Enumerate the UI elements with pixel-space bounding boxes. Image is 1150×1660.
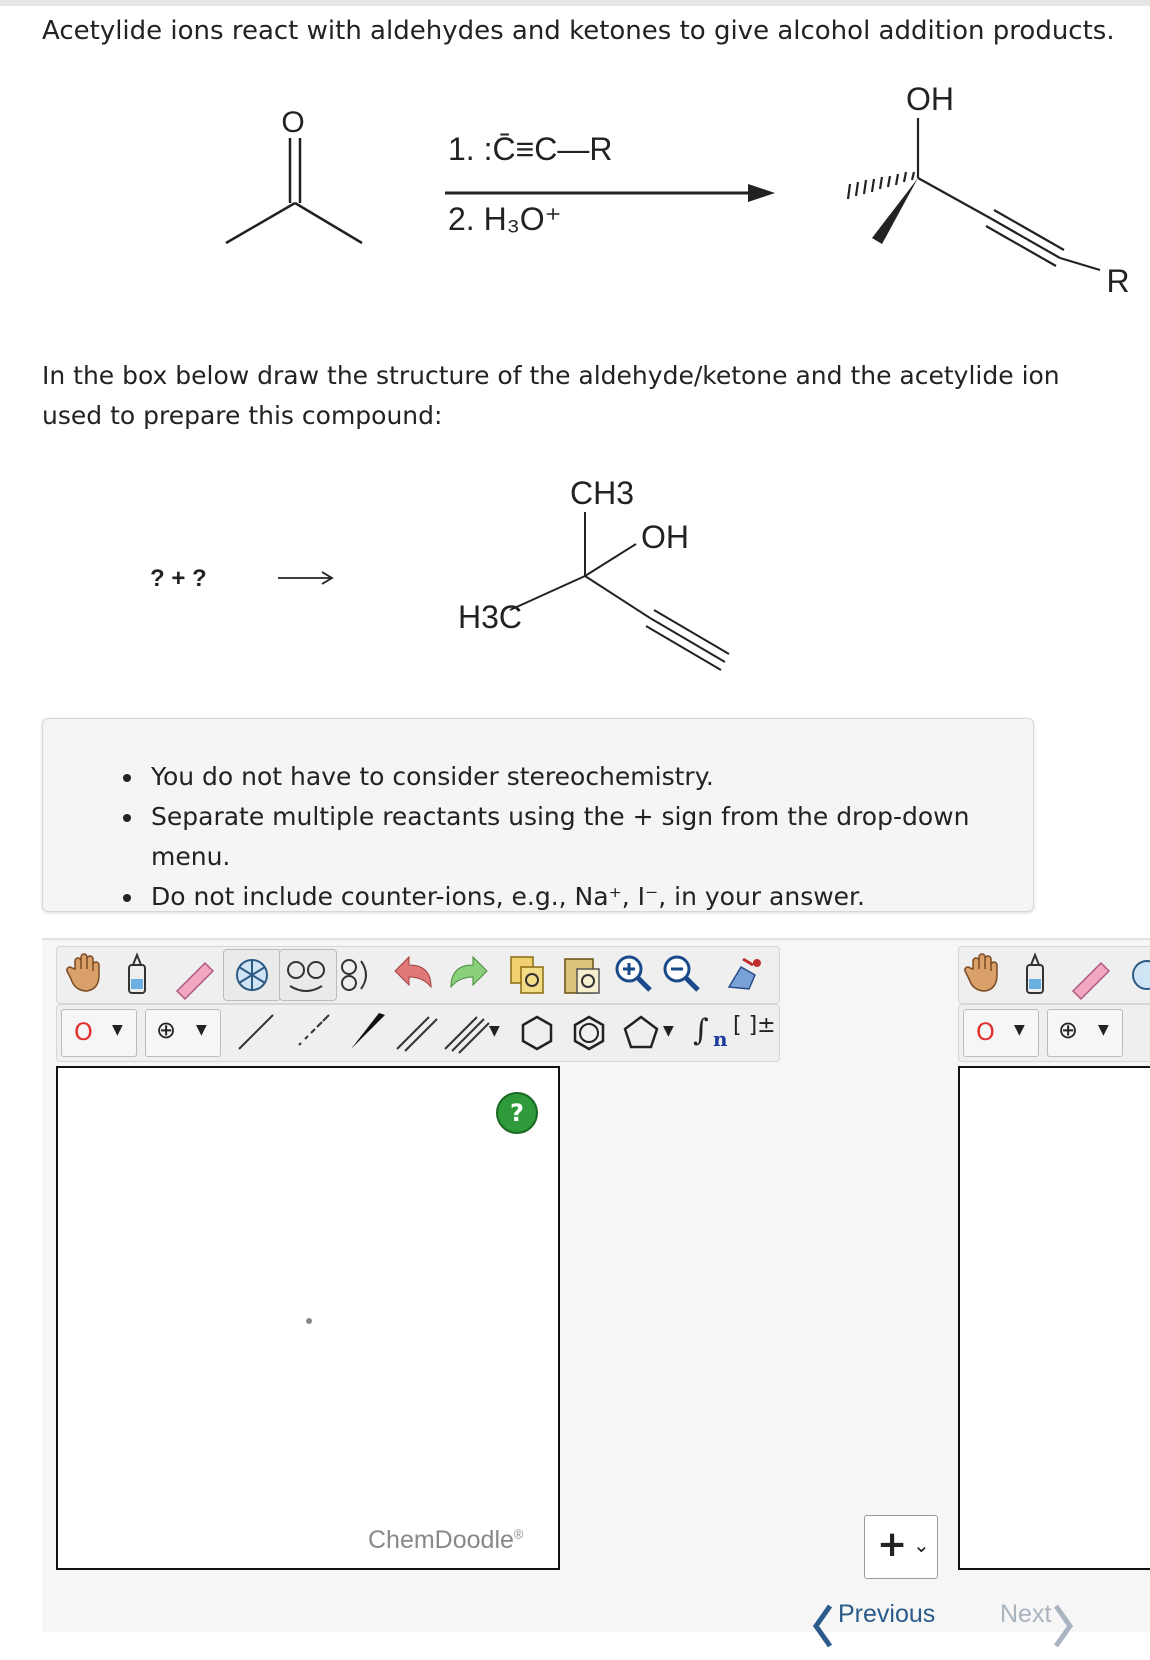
atom-label: O (74, 1018, 93, 1046)
single-bond-icon[interactable] (227, 1005, 287, 1061)
toolbar-row-2-right (958, 1004, 1150, 1062)
bond-caret-down-icon[interactable]: ▼ (489, 1023, 500, 1039)
eraser-icon[interactable] (169, 947, 219, 1003)
next-button[interactable]: Next (1000, 1600, 1052, 1628)
next-chevron-icon[interactable] (1054, 1604, 1074, 1648)
unknown-reactants: ? + ? (150, 565, 207, 592)
charge-plus-icon: ⊕ (156, 1016, 177, 1044)
previous-chevron-icon[interactable] (812, 1604, 832, 1648)
chain-tool-icon[interactable] (333, 947, 377, 1003)
toolbar-row-1-right (958, 946, 1150, 1004)
toolbar-row-1 (56, 946, 780, 1004)
acetone-structure (226, 138, 362, 243)
question-prompt: In the box below draw the structure of the aldehyde/ketone and the acetylide ion used to prepare this compound: (42, 361, 1060, 430)
sgroup-button[interactable] (689, 1007, 735, 1057)
cyclopentane-icon[interactable] (613, 1005, 669, 1061)
lasso-select-icon[interactable] (1013, 947, 1057, 1003)
chevron-down-icon: ⌄ (913, 1533, 930, 1557)
target-h3c: H3C (458, 599, 523, 635)
reaction-scheme (0, 60, 1150, 320)
chemdoodle-logo: ChemDoodle® (368, 1526, 524, 1554)
hand-pan-icon[interactable] (961, 947, 1005, 1003)
double-bond-icon[interactable] (387, 1005, 443, 1061)
clean-structure-icon[interactable] (719, 947, 769, 1003)
carbonyl-oxygen: O (281, 106, 305, 139)
lasso-select-icon[interactable] (115, 947, 159, 1003)
product-r-group: R (1106, 263, 1130, 299)
instructions-box (42, 718, 1034, 912)
previous-button[interactable]: Previous (838, 1600, 936, 1628)
reactant-separator-dropdown[interactable] (864, 1515, 938, 1579)
atom-dropdown[interactable] (963, 1009, 1039, 1057)
reagent-step-1: 1. :C̄≡C—R (448, 131, 613, 167)
target-oh: OH (641, 519, 689, 555)
toolbar-row-2 (56, 1004, 780, 1062)
ring-template-icon[interactable] (1119, 947, 1150, 1003)
zoom-out-icon[interactable] (657, 947, 707, 1003)
charge-dropdown[interactable] (145, 1009, 221, 1057)
template-chain-button[interactable] (279, 949, 337, 1001)
charge-plus-icon: ⊕ (1058, 1016, 1079, 1044)
reaction-arrow-head (748, 184, 775, 202)
product-structure (848, 118, 1100, 270)
redo-icon[interactable] (443, 947, 493, 1003)
instruction-item: • Do not include counter-ions, e.g., Na⁺, I⁻, in your answer. (145, 877, 1033, 917)
eraser-icon[interactable] (1065, 947, 1115, 1003)
paste-icon[interactable] (557, 947, 607, 1003)
target-ch3: CH3 (570, 475, 635, 511)
sgroup-bracket-icon: ∫ (693, 1013, 709, 1048)
hash-bond-icon[interactable] (285, 1005, 341, 1061)
template-ring-button[interactable] (223, 949, 281, 1001)
instruction-item: • You do not have to consider stereochemistry. (145, 757, 1033, 797)
bracket-charge-label: [ ]± (733, 1013, 776, 1038)
instruction-item: • Separate multiple reactants using the + sign from the drop-down menu. (145, 797, 1033, 877)
intro-text: Acetylide ions react with aldehydes and ketones to give alcohol addition products. (42, 16, 1115, 46)
chain-template-icon (280, 950, 336, 1000)
zoom-in-icon[interactable] (609, 947, 659, 1003)
plus-sign: + (877, 1524, 908, 1565)
charge-dropdown[interactable] (1047, 1009, 1123, 1057)
caret-down-icon: ▼ (1098, 1022, 1109, 1038)
caret-down-icon: ▼ (112, 1022, 123, 1038)
drawing-canvas-right[interactable] (958, 1066, 1150, 1570)
target-structure (510, 512, 729, 670)
triple-bond-icon[interactable] (437, 1005, 493, 1061)
canvas-dot (306, 1318, 312, 1324)
product-bold-wedge (872, 178, 918, 244)
ring-caret-down-icon[interactable]: ▼ (663, 1023, 674, 1039)
bracket-charge-button[interactable] (733, 1013, 779, 1053)
copy-icon[interactable] (503, 947, 553, 1003)
cyclohexane-icon[interactable] (509, 1005, 565, 1061)
undo-icon[interactable] (389, 947, 439, 1003)
benzene-icon[interactable] (561, 1005, 617, 1061)
target-scheme (0, 460, 1150, 680)
sgroup-n-label: n (713, 1027, 728, 1051)
reagent-step-2: 2. H₃O⁺ (448, 201, 562, 237)
atom-dropdown[interactable] (61, 1009, 137, 1057)
atom-label: O (976, 1018, 995, 1046)
caret-down-icon: ▼ (196, 1022, 207, 1038)
help-button[interactable]: ? (496, 1092, 538, 1134)
ring-template-icon (224, 950, 280, 1000)
drawing-canvas-left[interactable] (56, 1066, 560, 1570)
caret-down-icon: ▼ (1014, 1022, 1025, 1038)
hand-pan-icon[interactable] (63, 947, 107, 1003)
product-oh: OH (906, 81, 954, 117)
top-border (0, 0, 1150, 6)
